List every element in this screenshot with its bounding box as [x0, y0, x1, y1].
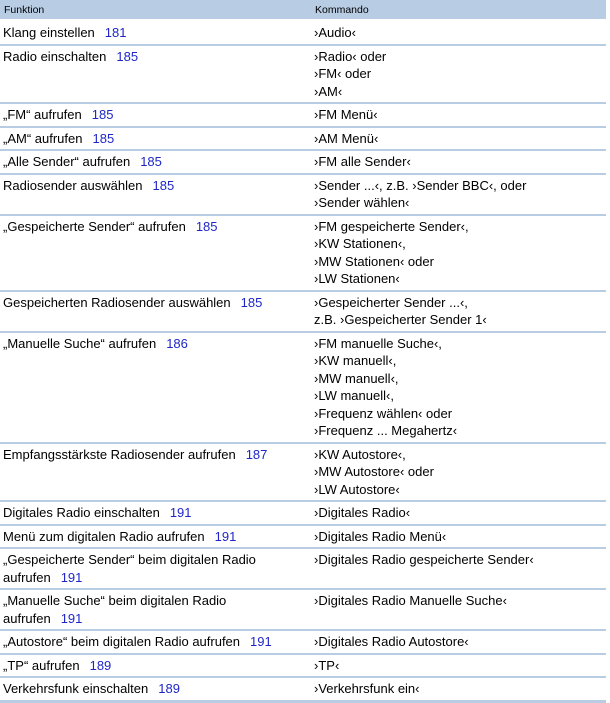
- command-line: ›Sender wählen‹: [314, 195, 410, 210]
- page-reference-link[interactable]: 191: [60, 610, 83, 626]
- function-text: „Manuelle Suche“ aufrufen: [3, 335, 157, 351]
- function-cell: [0, 630, 311, 654]
- function-text: Empfangsstärkste Radiosender aufrufen: [3, 446, 236, 462]
- function-text: Digitales Radio einschalten: [3, 505, 160, 520]
- table-row: [0, 332, 606, 443]
- command-line: ›Digitales Radio gespeicherte Sender‹: [314, 552, 534, 567]
- function-text: „AM“ aufrufen: [3, 130, 83, 146]
- function-text: „Gespeicherte Sender“ beim digitalen Radio aufrufen: [3, 552, 256, 585]
- command-line: ›FM alle Sender‹: [314, 154, 411, 169]
- function-text: „FM“ aufrufen: [3, 107, 82, 122]
- page-reference-link[interactable]: 185: [92, 130, 115, 146]
- command-cell: [311, 525, 606, 549]
- command-cell: [311, 174, 606, 215]
- function-cell: [0, 103, 311, 127]
- command-line: ›MW manuell‹,: [314, 370, 399, 386]
- page-reference-link[interactable]: 191: [169, 505, 192, 520]
- function-cell: [0, 443, 311, 502]
- command-cell: [311, 21, 606, 45]
- function-cell: [0, 332, 311, 443]
- function-cell: [0, 291, 311, 332]
- command-line: ›Digitales Radio Menü‹: [314, 528, 447, 544]
- page-reference-link[interactable]: 185: [240, 294, 263, 310]
- table-row: [0, 215, 606, 291]
- function-cell: [0, 174, 311, 215]
- function-text: Gespeicherten Radiosender auswählen: [3, 294, 231, 310]
- page-reference-link[interactable]: 189: [158, 681, 180, 696]
- page-reference-link[interactable]: 181: [104, 25, 127, 40]
- header-function: Funktion: [0, 0, 311, 21]
- page-reference-link[interactable]: 185: [195, 218, 218, 234]
- command-line: ›Sender ...‹, z.B. ›Sender BBC‹, oder: [314, 177, 527, 193]
- command-line: ›Audio‹: [314, 25, 356, 40]
- command-cell: [311, 654, 606, 678]
- header-command: Kommando: [311, 0, 606, 21]
- command-cell: [311, 589, 606, 630]
- command-line: ›Digitales Radio‹: [314, 505, 411, 520]
- command-cell: [311, 332, 606, 443]
- command-line: ›AM Menü‹: [314, 130, 379, 146]
- command-line: ›Digitales Radio Autostore‹: [314, 634, 469, 649]
- table-header-row: [0, 0, 606, 21]
- function-text: „Manuelle Suche“ beim digitalen Radio aufrufen: [3, 593, 227, 626]
- command-cell: [311, 677, 606, 701]
- command-cell: [311, 215, 606, 291]
- command-cell: [311, 443, 606, 502]
- page-reference-link[interactable]: 191: [250, 634, 272, 649]
- table-row: [0, 21, 606, 45]
- page-reference-link[interactable]: 186: [166, 335, 188, 351]
- command-line: ›LW Autostore‹: [314, 481, 400, 497]
- function-cell: [0, 654, 311, 678]
- function-cell: [0, 215, 311, 291]
- table-body: [0, 21, 606, 702]
- function-cell: [0, 548, 311, 589]
- table-row: [0, 548, 606, 589]
- command-line: ›MW Autostore‹ oder: [314, 464, 434, 479]
- function-text: Menü zum digitalen Radio aufrufen: [3, 528, 205, 544]
- command-line: ›AM‹: [314, 83, 343, 99]
- function-cell: [0, 150, 311, 174]
- command-line: ›KW manuell‹,: [314, 353, 397, 368]
- command-cell: [311, 150, 606, 174]
- command-line: ›Verkehrsfunk ein‹: [314, 681, 420, 696]
- table-row: [0, 45, 606, 104]
- command-cell: [311, 630, 606, 654]
- table-row: [0, 501, 606, 525]
- command-line: ›Gespeicherter Sender ...‹,: [314, 294, 468, 310]
- table-row: [0, 677, 606, 701]
- command-cell: [311, 291, 606, 332]
- table-row: [0, 589, 606, 630]
- function-cell: [0, 501, 311, 525]
- command-line: ›FM‹ oder: [314, 66, 372, 81]
- command-line: ›Frequenz ... Megahertz‹: [314, 423, 458, 438]
- table-row: [0, 443, 606, 502]
- page-reference-link[interactable]: 187: [245, 446, 268, 462]
- command-line: ›Radio‹ oder: [314, 48, 387, 64]
- command-line: z.B. ›Gespeicherter Sender 1‹: [314, 312, 487, 327]
- command-line: ›TP‹: [314, 657, 340, 673]
- function-text: Radio einschalten: [3, 48, 107, 64]
- command-line: ›MW Stationen‹ oder: [314, 253, 434, 269]
- function-text: Klang einstellen: [3, 25, 95, 40]
- page-reference-link[interactable]: 185: [91, 107, 114, 122]
- page-reference-link[interactable]: 191: [214, 528, 237, 544]
- command-cell: [311, 45, 606, 104]
- page-reference-link[interactable]: 185: [152, 177, 175, 193]
- command-line: ›FM gespeicherte Sender‹,: [314, 218, 469, 234]
- command-line: ›Frequenz wählen‹ oder: [314, 405, 453, 421]
- function-text: „Alle Sender“ aufrufen: [3, 154, 131, 169]
- table-row: [0, 150, 606, 174]
- command-line: ›KW Autostore‹,: [314, 446, 406, 462]
- function-cell: [0, 525, 311, 549]
- table-row: [0, 291, 606, 332]
- function-text: Radiosender auswählen: [3, 177, 143, 193]
- function-text: Verkehrsfunk einschalten: [3, 681, 149, 696]
- page-reference-link[interactable]: 185: [140, 154, 162, 169]
- function-text: „Autostore“ beim digitalen Radio aufrufen: [3, 634, 241, 649]
- command-line: ›LW Stationen‹: [314, 271, 400, 286]
- table-row: [0, 630, 606, 654]
- command-cell: [311, 548, 606, 589]
- command-line: ›FM manuelle Suche‹,: [314, 335, 442, 351]
- table-row: [0, 103, 606, 127]
- table-row: [0, 654, 606, 678]
- page-reference-link[interactable]: 185: [116, 48, 139, 64]
- page-reference-link[interactable]: 191: [60, 569, 83, 585]
- command-line: ›Digitales Radio Manuelle Suche‹: [314, 593, 507, 608]
- command-line: ›FM Menü‹: [314, 107, 378, 122]
- function-cell: [0, 21, 311, 45]
- function-text: „TP“ aufrufen: [3, 657, 80, 673]
- command-cell: [311, 501, 606, 525]
- command-cell: [311, 127, 606, 151]
- command-line: ›LW manuell‹,: [314, 388, 394, 403]
- function-cell: [0, 45, 311, 104]
- table-row: [0, 127, 606, 151]
- function-cell: [0, 677, 311, 701]
- function-cell: [0, 589, 311, 630]
- table-row: [0, 174, 606, 215]
- table-row: [0, 525, 606, 549]
- function-text: „Gespeicherte Sender“ aufrufen: [3, 218, 186, 234]
- command-line: ›KW Stationen‹,: [314, 236, 406, 251]
- page-reference-link[interactable]: 189: [89, 657, 112, 673]
- command-cell: [311, 103, 606, 127]
- function-cell: [0, 127, 311, 151]
